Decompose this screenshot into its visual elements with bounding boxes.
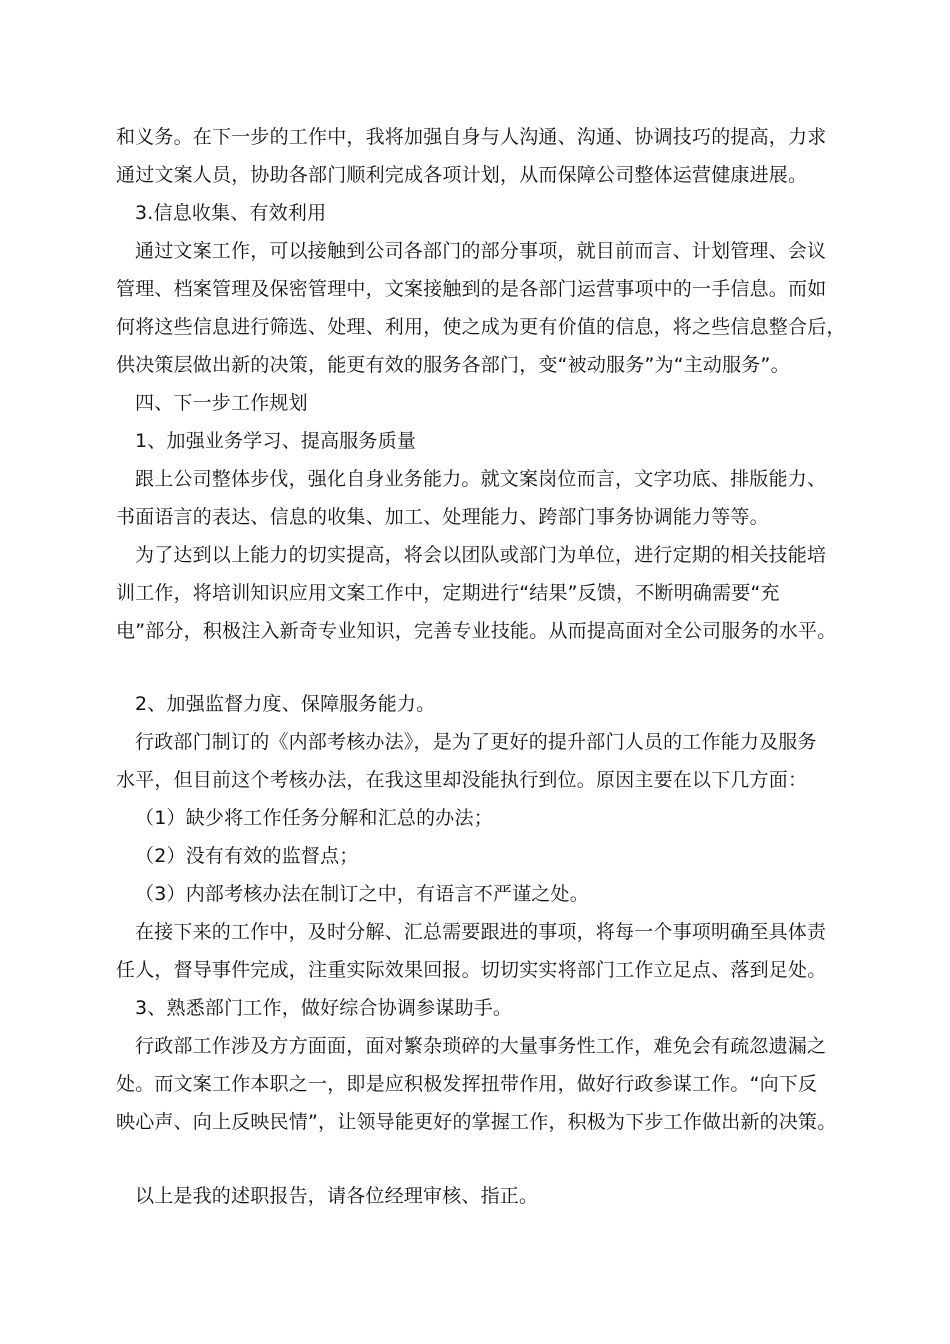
- body-text-line: 通过文案人员，协助各部门顺利完成各项计划，从而保障公司整体运营健康进展。: [116, 164, 808, 186]
- body-text-line: 书面语言的表达、信息的收集、加工、处理能力、跨部门事务协调能力等等。: [116, 506, 769, 528]
- subsection-heading: 2、加强监督力度、保障服务能力。: [135, 693, 436, 715]
- subsection-heading: 3、熟悉部门工作，做好综合协调参谋助手。: [135, 997, 513, 1019]
- body-text-line: 供决策层做出新的决策，能更有效的服务各部门，变“被动服务”为“主动服务”。: [116, 354, 790, 376]
- body-text-line: 跟上公司整体步伐，强化自身业务能力。就文案岗位而言，文字功底、排版能力、: [135, 468, 827, 490]
- body-text-line: 映心声、向上反映民情”，让领导能更好的掌握工作，积极为下步工作做出新的决策。: [116, 1111, 837, 1133]
- section-heading: 3.信息收集、有效利用: [135, 202, 327, 224]
- body-text-line: 水平，但目前这个考核办法，在我这里却没能执行到位。原因主要在以下几方面：: [116, 769, 808, 791]
- closing-line: 以上是我的述职报告，请各位经理审核、指正。: [135, 1185, 539, 1207]
- body-text-line: 管理、档案管理及保密管理中，文案接触到的是各部门运营事项中的一手信息。而如: [116, 278, 827, 300]
- body-text-line: 何将这些信息进行筛选、处理、利用，使之成为更有价值的信息，将之些信息整合后，: [116, 316, 846, 338]
- body-text-line: 在接下来的工作中，及时分解、汇总需要跟进的事项，将每一个事项明确至具体责: [135, 921, 827, 943]
- body-text-line: 电”部分，积极注入新奇专业知识，完善专业技能。从而提高面对全公司服务的水平。: [116, 620, 837, 642]
- body-text-line: 行政部门制订的《内部考核办法》，是为了更好的提升部门人员的工作能力及服务: [135, 731, 817, 753]
- body-text-line: 训工作，将培训知识应用文案工作中，定期进行“结果”反馈，不断明确需要“充: [116, 582, 780, 604]
- body-text-line: 处。而文案工作本职之一，即是应积极发挥扭带作用，做好行政参谋工作。“向下反: [116, 1073, 818, 1095]
- list-item: （3）内部考核办法在制订之中，有语言不严谨之处。: [135, 883, 589, 905]
- body-text-line: 和义务。在下一步的工作中，我将加强自身与人沟通、沟通、协调技巧的提高，力求: [116, 126, 827, 148]
- list-item: （1）缺少将工作任务分解和汇总的办法；: [135, 807, 493, 829]
- section-heading: 四、下一步工作规划: [135, 392, 308, 414]
- body-text-line: 通过文案工作，可以接触到公司各部门的部分事项，就目前而言、计划管理、会议: [135, 240, 827, 262]
- list-item: （2）没有有效的监督点；: [135, 845, 359, 867]
- subsection-heading: 1、加强业务学习、提高服务质量: [135, 430, 417, 452]
- body-text-line: 行政部工作涉及方方面面，面对繁杂琐碎的大量事务性工作，难免会有疏忽遗漏之: [135, 1035, 827, 1057]
- body-text-line: 为了达到以上能力的切实提高，将会以团队或部门为单位，进行定期的相关技能培: [135, 544, 827, 566]
- body-text-line: 任人，督导事件完成，注重实际效果回报。切切实实将部门工作立足点、落到足处。: [116, 959, 827, 981]
